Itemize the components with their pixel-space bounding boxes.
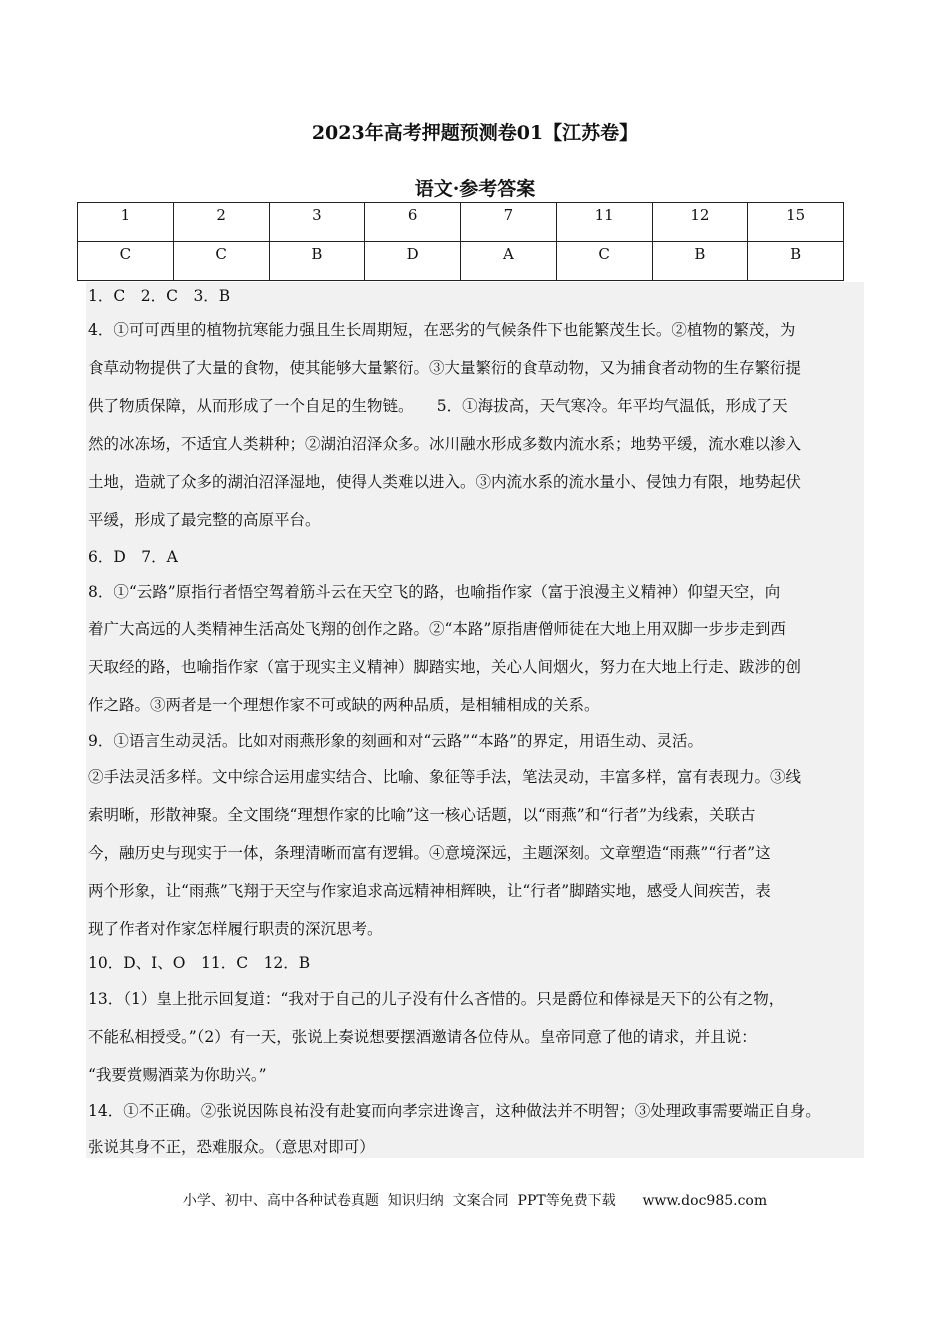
answer-line: 10．D、I、O 11．C 12．B [88, 954, 311, 972]
answer-cell: C [556, 242, 652, 281]
answer-line: 9．①语言生动灵活。比如对雨燕形象的刻画和对“云路”“本路”的界定，用语生动、灵活。 [88, 732, 704, 750]
question-number-cell: 15 [748, 203, 844, 242]
answer-line: 食草动物提供了大量的食物，使其能够大量繁衍。③大量繁衍的食草动物，又为捕食者动物的生存繁衍提 [88, 359, 802, 377]
answer-line: 索明晰，形散神聚。全文围绕“理想作家的比喻”这一核心话题，以“雨燕”和“行者”为线索，关联古 [88, 806, 756, 824]
answer-line: 然的冰冻场，不适宜人类耕种；②湖泊沼泽众多。冰川融水形成多数内流水系；地势平缓，流水难以渗入 [88, 435, 802, 453]
answer-line: 4．①可可西里的植物抗寒能力强且生长周期短，在恶劣的气候条件下也能繁茂生长。②植物的繁茂，为 [88, 321, 796, 339]
answer-line: 6．D 7．A [88, 548, 178, 566]
answer-line: 天取经的路，也喻指作家（富于现实主义精神）脚踏实地，关心人间烟火，努力在大地上行走、跋涉的创 [88, 658, 802, 676]
document-title: 2023年高考押题预测卷01【江苏卷】 [311, 122, 639, 144]
answer-line: 作之路。③两者是一个理想作家不可或缺的两种品质，是相辅相成的关系。 [88, 696, 600, 714]
answer-line: 1．C 2．C 3．B [88, 287, 231, 305]
answer-table-answer-row [78, 242, 844, 281]
answer-table [77, 202, 844, 281]
answer-line: 现了作者对作家怎样履行职责的深沉思考。 [88, 920, 383, 938]
answer-line: 13．（1）皇上批示回复道：“我对于自己的儿子没有什么吝惜的。只是爵位和俸禄是天下的公有之物， [88, 990, 785, 1008]
question-number-cell: 1 [78, 203, 174, 242]
answer-line: 平缓，形成了最完整的高原平台。 [88, 511, 321, 529]
answer-line: 14．①不正确。②张说因陈良祐没有赴宴而向孝宗进谗言，这种做法并不明智；③处理政事需要端正自身。 [88, 1102, 821, 1120]
page-footer: 小学、初中、高中各种试卷真题 知识归纳 文案合同 PPT等免费下载 www.doc985.com [182, 1193, 768, 1209]
answer-line: 8．①“云路”原指行者悟空驾着筋斗云在天空飞的路，也喻指作家（富于浪漫主义精神）仰望天空，向 [88, 583, 781, 601]
answer-cell: C [173, 242, 269, 281]
answer-line: “我要赏赐酒菜为你助兴。” [88, 1066, 267, 1084]
answer-line: 着广大高远的人类精神生活高处飞翔的创作之路。②“本路”原指唐僧师徒在大地上用双脚一步步走到西 [88, 620, 786, 638]
question-number-cell: 12 [652, 203, 748, 242]
answer-cell: B [269, 242, 365, 281]
answer-cell: B [652, 242, 748, 281]
answer-line: 今，融历史与现实于一体，条理清晰而富有逻辑。④意境深远，主题深刻。文章塑造“雨燕”“行者”这 [88, 844, 771, 862]
answer-cell: A [461, 242, 557, 281]
question-number-cell: 6 [365, 203, 461, 242]
answer-line: 张说其身不正，恐难服众。（意思对即可） [88, 1138, 375, 1156]
answer-line: 土地，造就了众多的湖泊沼泽湿地，使得人类难以进入。③内流水系的流水量小、侵蚀力有限，地势起伏 [88, 473, 802, 491]
answer-cell: D [365, 242, 461, 281]
question-number-cell: 11 [556, 203, 652, 242]
question-number-cell: 7 [461, 203, 557, 242]
answer-cell: B [748, 242, 844, 281]
answer-line: 两个形象，让“雨燕”飞翔于天空与作家追求高远精神相辉映，让“行者”脚踏实地，感受人间疾苦，表 [88, 882, 771, 900]
answer-table-question-row [78, 203, 844, 242]
answer-line: ②手法灵活多样。文中综合运用虚实结合、比喻、象征等手法，笔法灵动，丰富多样，富有表现力。③线 [88, 768, 802, 786]
answer-line: 不能私相授受。”（2）有一天，张说上奏说想要摆酒邀请各位侍从。皇帝同意了他的请求，并且说： [88, 1028, 757, 1046]
document-subtitle: 语文·参考答案 [414, 178, 536, 200]
question-number-cell: 2 [173, 203, 269, 242]
answer-cell: C [78, 242, 174, 281]
answer-line: 供了物质保障，从而形成了一个自足的生物链。 5．①海拔高，天气寒冷。年平均气温低，形成了天 [88, 397, 788, 415]
question-number-cell: 3 [269, 203, 365, 242]
